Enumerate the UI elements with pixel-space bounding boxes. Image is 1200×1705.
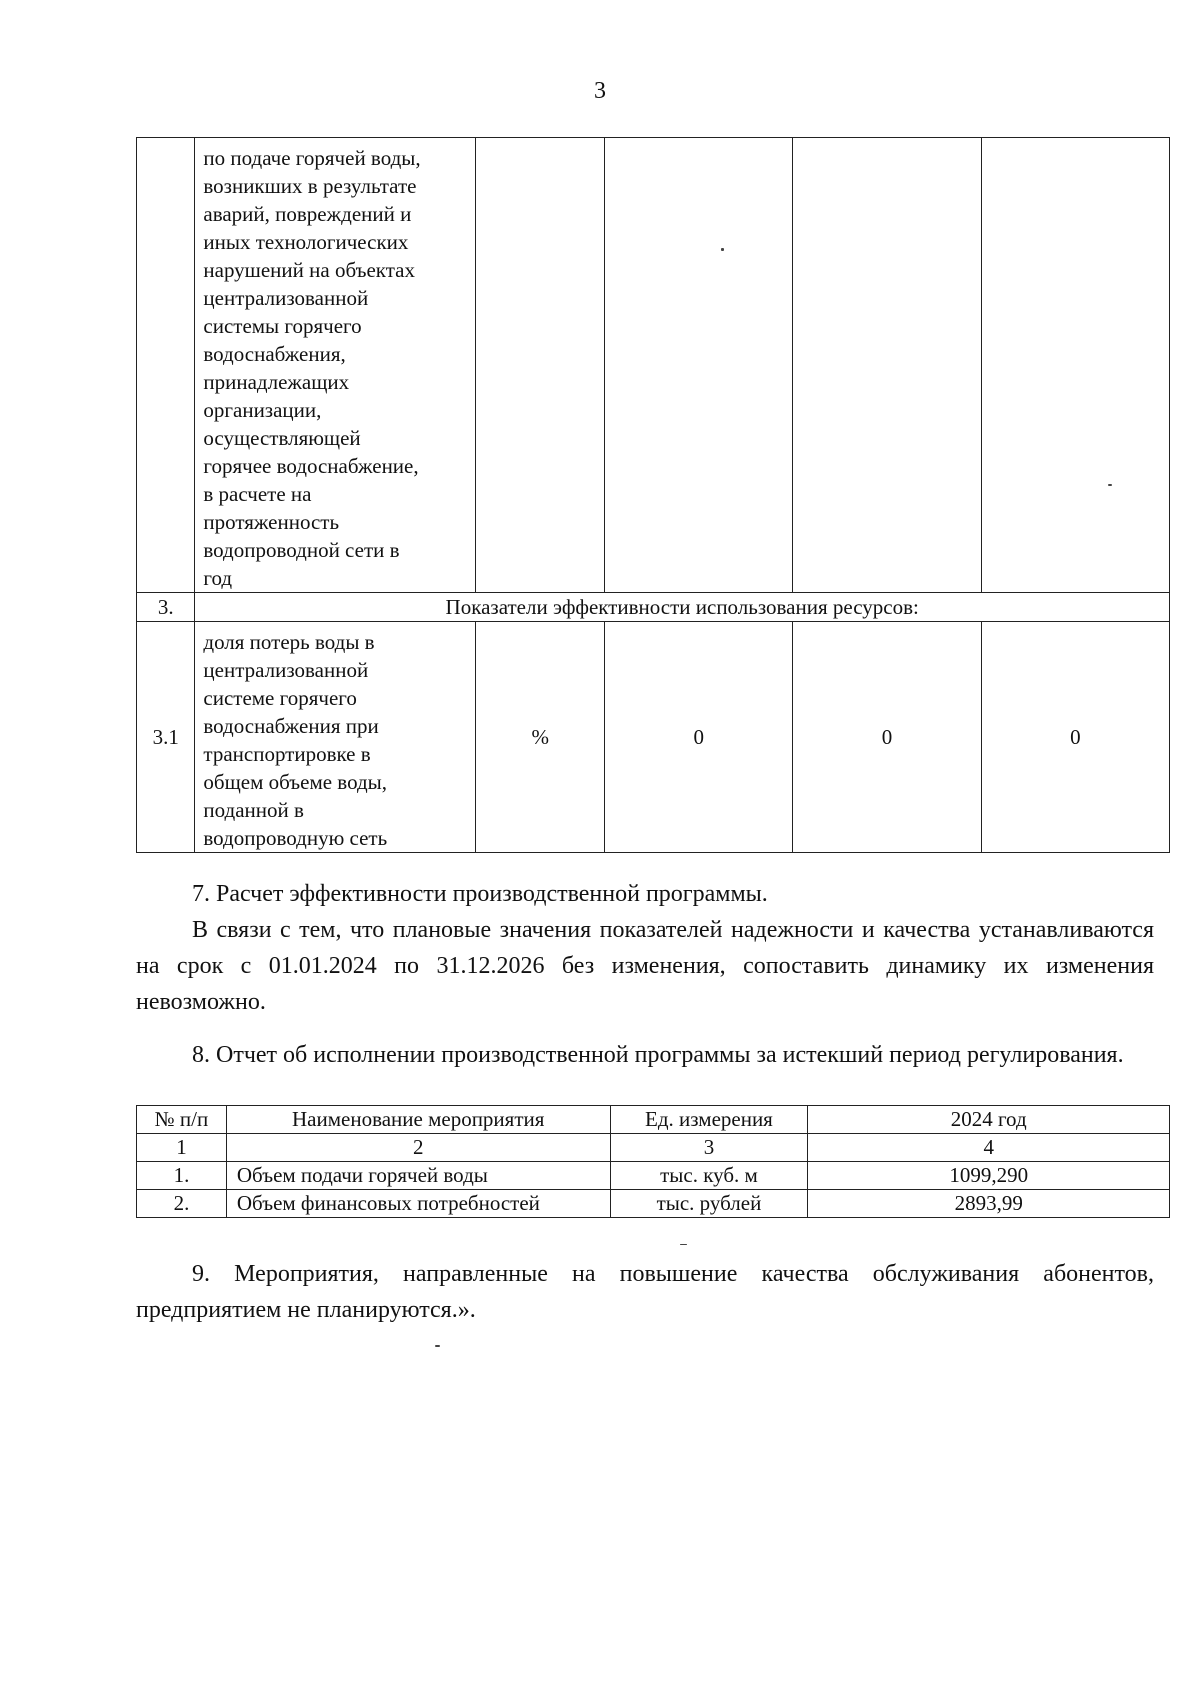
header-cell: № п/п: [137, 1106, 227, 1134]
header-cell: Наименование мероприятия: [226, 1106, 610, 1134]
description-lines: [203, 144, 467, 592]
description-line: горячее водоснабжение,: [203, 454, 419, 478]
value-cell: [605, 138, 793, 593]
description-line: год: [203, 566, 233, 590]
activity-name-cell: Объем подачи горячей воды: [226, 1162, 610, 1190]
description-line: поданной в: [203, 798, 304, 822]
row-number-cell: 1.: [137, 1162, 227, 1190]
table-row-3-1: [137, 622, 1170, 853]
description-line: в расчете на: [203, 482, 312, 506]
description-line: доля потерь воды в: [203, 630, 375, 654]
section-7: [136, 876, 1154, 1020]
value-cell: [981, 138, 1169, 593]
description-line: нарушений на объектах: [203, 258, 415, 282]
report-header-row: [137, 1106, 1170, 1134]
description-line: водопроводной сети в: [203, 538, 400, 562]
section-number: 3.: [137, 593, 195, 622]
scan-speck: [680, 1244, 687, 1245]
value-cell: 0: [981, 622, 1169, 853]
description-line: водоснабжения,: [203, 342, 346, 366]
description-line: организации,: [203, 398, 322, 422]
value-cell: 0: [605, 622, 793, 853]
description-line: иных технологических: [203, 230, 409, 254]
activity-name-cell: Объем финансовых потребностей: [226, 1190, 610, 1218]
index-cell: 1: [137, 1134, 227, 1162]
section-8-heading: 8. Отчет об исполнении производственной программы за истекший период регулирования.: [192, 1042, 1124, 1068]
description-line: по подаче горячей воды,: [203, 146, 421, 170]
description-line: протяженность: [203, 510, 340, 534]
index-cell: 2: [226, 1134, 610, 1162]
description-line: системе горячего: [203, 686, 357, 710]
report-index-row: [137, 1134, 1170, 1162]
indicator-description: [195, 622, 476, 853]
description-line: централизованной: [203, 658, 369, 682]
section-9-text: 9. Мероприятия, направленные на повышение качества обслуживания абонентов, предприятием не планируются.».: [136, 1261, 1154, 1323]
description-line: аварий, повреждений и: [203, 202, 412, 226]
description-line: общем объеме воды,: [203, 770, 388, 794]
indicator-description: [195, 138, 476, 593]
value-cell: 1099,290: [808, 1162, 1170, 1190]
unit-cell: %: [476, 622, 605, 853]
section-7-heading: 7. Расчет эффективности производственной программы.: [192, 881, 768, 907]
description-line: возникших в результате: [203, 174, 417, 198]
header-cell: 2024 год: [808, 1106, 1170, 1134]
unit-cell: тыс. куб. м: [610, 1162, 808, 1190]
table-row-continued: [137, 138, 1170, 593]
value-cell: [793, 138, 981, 593]
description-line: водопроводную сеть: [203, 826, 388, 850]
section-9: [136, 1256, 1154, 1328]
unit-cell: [476, 138, 605, 593]
index-cell: 4: [808, 1134, 1170, 1162]
report-table: [136, 1105, 1170, 1218]
index-cell: 3: [610, 1134, 808, 1162]
description-line: принадлежащих: [203, 370, 350, 394]
indicators-table: [136, 137, 1170, 853]
scan-speck: [435, 1345, 440, 1347]
table-row: [137, 1162, 1170, 1190]
row-number-cell: [137, 138, 195, 593]
row-number-cell: 3.1: [137, 622, 195, 853]
scan-speck: [721, 248, 724, 251]
description-line: транспортировке в: [203, 742, 371, 766]
section-8: [136, 1037, 1154, 1073]
table-row: [137, 1190, 1170, 1218]
section-7-text: В связи с тем, что плановые значения показателей надежности и качества устанавливаются на срок с 01.01.2024 по 31.12.2026 без изменения, сопоставить динамику их изменения невозможно.: [136, 917, 1154, 1015]
value-cell: 2893,99: [808, 1190, 1170, 1218]
description-lines: [203, 628, 467, 852]
header-cell: Ед. измерения: [610, 1106, 808, 1134]
table-row-section: [137, 593, 1170, 622]
scan-speck: [1108, 484, 1112, 486]
description-line: системы горячего: [203, 314, 362, 338]
unit-cell: тыс. рублей: [610, 1190, 808, 1218]
description-line: водоснабжения при: [203, 714, 379, 738]
page-number: 3: [594, 78, 606, 104]
section-title: Показатели эффективности использования ресурсов:: [195, 593, 1170, 622]
description-line: осуществляющей: [203, 426, 361, 450]
value-cell: 0: [793, 622, 981, 853]
description-line: централизованной: [203, 286, 369, 310]
row-number-cell: 2.: [137, 1190, 227, 1218]
